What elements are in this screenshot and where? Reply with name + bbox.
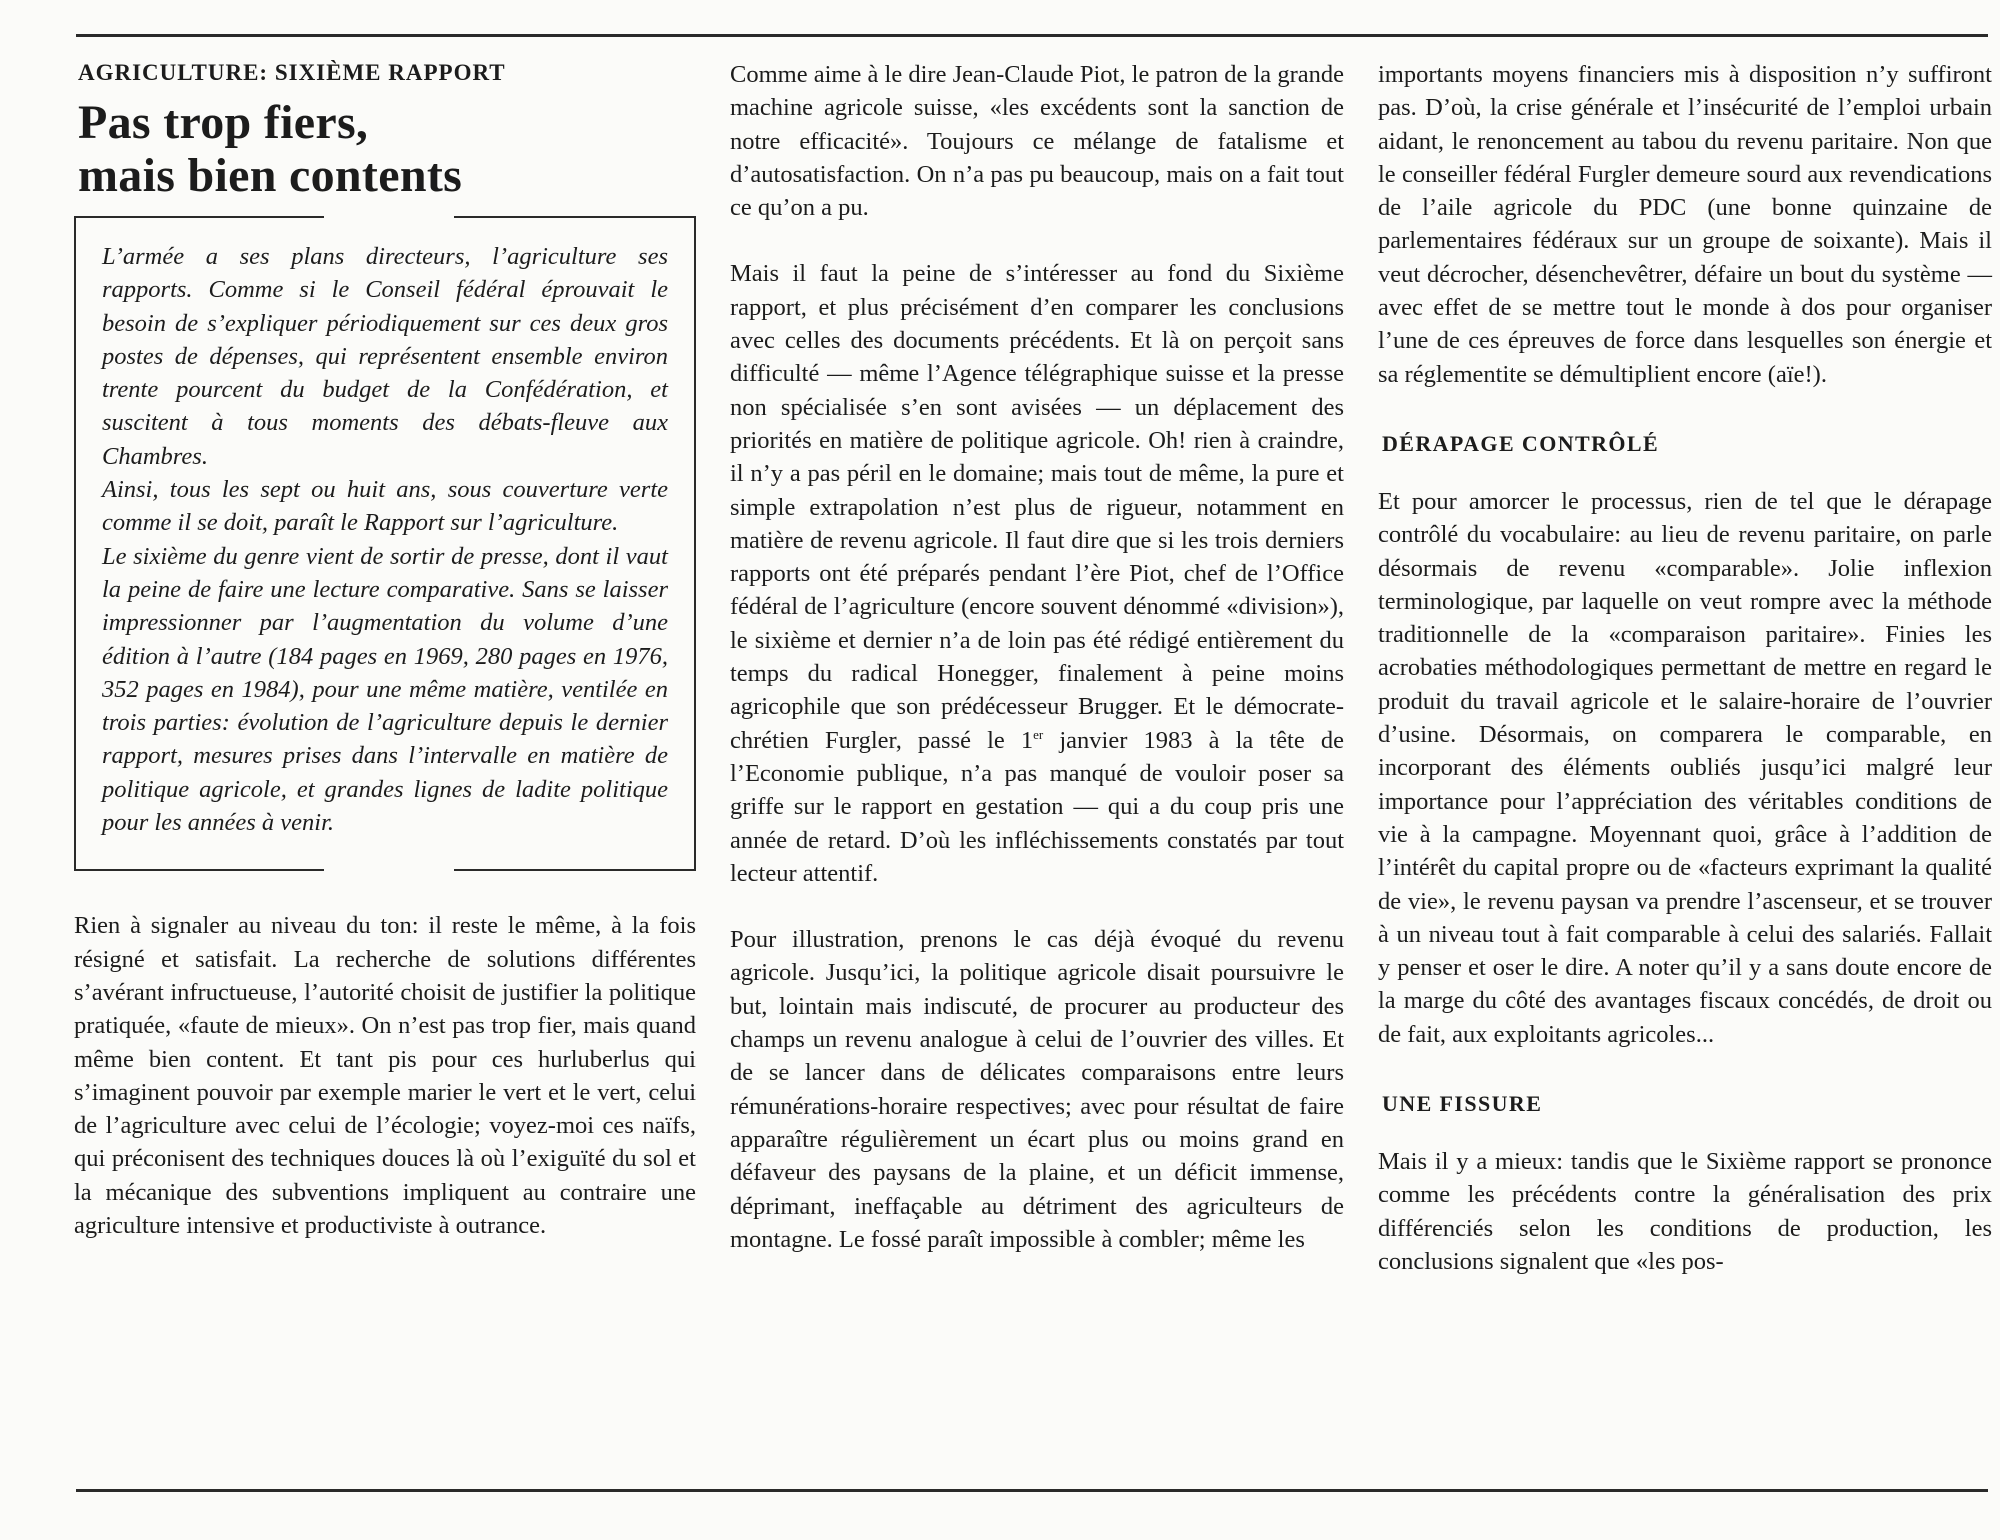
column-3 <box>1378 58 1992 1311</box>
bottom-rule <box>76 1489 1988 1492</box>
article-headline <box>78 96 696 202</box>
subheading: DÉRAPAGE CONTRÔLÉ <box>1382 430 1660 456</box>
chapeau-box <box>74 216 696 871</box>
headline-line-2: mais bien contents <box>78 149 463 202</box>
body-paragraph: Rien à signaler au niveau du ton: il reste le même, à la fois résigné et satisfait. La recherche de solutions différentes s’avérant infructueuse, l’autorité choisit de justifier la politique pratiquée, «faute de mieux». On n’est pas trop fier, mais quand même bien content. Et tant pis pour ces hurluberlus qui s’imaginent pouvoir par exemple marier le vert et le vert, celui de l’agriculture avec celui de l’écologie; voyez-moi ces naïfs, qui préconisent des techniques douces là où l’exiguïté du sol et la mécanique des subventions impliquent au contraire une agriculture intensive et productiviste à outrance. <box>74 912 696 1240</box>
body-paragraph: Comme aime à le dire Jean-Claude Piot, le patron de la grande machine agricole suisse, «les excédents sont la sanction de notre efficacité». Toujours ce mélange de fatalisme et d’autosatisfaction. On n’a pas pu beaucoup, mais on a fait tout ce qu’on a pu. <box>730 61 1344 222</box>
frame-gap-top <box>324 213 454 221</box>
top-rule <box>76 34 1988 37</box>
ordinal-suffix: er <box>1033 726 1044 742</box>
body-paragraph: Et pour amorcer le processus, rien de tel que le dérapage contrôlé du vocabulaire: au lieu de revenu paritaire, on parle désormais de revenu «comparable». Jolie inflexion terminologique, par laquelle on veut rompre avec la méthode traditionnelle de la «comparaison paritaire». Finies les acrobaties méthodologiques permettant de mettre en regard le produit du travail agricole et le salaire-horaire de l’ouvrier d’usine. Désormais, on comparera le comparable, en incorporant des éléments oubliés jusqu’ici malgré leur importance pour l’appréciation des véritables conditions de vie à la campagne. Moyennant quoi, grâce à l’addition de l’intérêt du capital propre ou de «facteurs exprimant la qualité de vie», le revenu paysan va prendre l’ascenseur, et se trouver à un niveau tout à fait comparable à celui des salariés. Fallait y penser et oser le dire. A noter qu’il y a sans doute encore de la marge du côté des avantages fiscaux concédés, de droit ou de fait, aux exploitants agricoles... <box>1378 487 1992 1048</box>
article-kicker: AGRICULTURE: SIXIÈME RAPPORT <box>78 60 506 85</box>
column-2 <box>730 58 1344 1289</box>
body-paragraph: Pour illustration, prenons le cas déjà évoqué du revenu agricole. Jusqu’ici, la politique agricole disait poursuivre le but, lointain mais indiscuté, de procurer au producteur des champs un revenu analogue à celui de l’ouvrier des villes. Et de se lancer dans de délicates comparaisons entre leurs rémunérations-horaire respectives; avec pour résultat de faire apparaître régulièrement un écart plus ou moins grand en défaveur des paysans de la plaine, et un déficit immense, déprimant, ineffaçable au détriment des agriculteurs de montagne. Le fossé paraît impossible à combler; même les <box>730 926 1344 1253</box>
body-paragraph <box>730 257 1344 890</box>
body-text-segment: Mais il faut la peine de s’intéresser au fond du Sixième rapport, et plus précisément d’en comparer les conclusions avec celles des documents précédents. Et là on perçoit sans difficulté — même l’Agence télégraphique suisse et la presse non spécialisée s’en sont avisées — un déplacement des priorités en matière de politique agricole. Oh! rien à craindre, il n’y a pas péril en le domaine; mais tout de même, la pure et simple extrapolation n’est plus de rigueur, notamment en matière de revenu agricole. Il faut dire que si les trois derniers rapports ont été préparés pendant l’ère Piot, chef de l’Office fédéral de l’agriculture (encore souvent dénommé «division»), le sixième et dernier n’a de loin pas été rédigé entièrement du temps du radical Honegger, finalement à peine moins agricophile que son prédécesseur Brugger. Et le démocrate-chrétien Furgler, passé le 1 <box>730 260 1344 754</box>
body-text-segment: janvier 1983 à la tête de l’Economie publique, n’a pas manqué de vouloir poser sa griffe sur le rapport en gestation — qui a du coup pris une année de retard. D’où les infléchissements constatés par tout lecteur attentif. <box>730 726 1344 887</box>
body-paragraph: Mais il y a mieux: tandis que le Sixième rapport se prononce comme les précédents contre la généralisation des prix différenciés selon les conditions de production, les conclusions signalent que «les pos- <box>1378 1148 1992 1275</box>
chapeau-paragraph: Le sixième du genre vient de sortir de presse, dont il vaut la peine de faire une lecture comparative. Sans se laisser impressionner par l’augmentation du volume d’une édition à l’autre (184 pages en 1969, 280 pages en 1976, 352 pages en 1984), pour une même matière, ventilée en trois parties: évolution de l’agriculture depuis le dernier rapport, mesures prises dans l’intervalle en matière de politique agricole, et grandes lignes de ladite politique pour les années à venir. <box>102 542 668 837</box>
headline-line-1: Pas trop fiers, <box>78 96 369 149</box>
chapeau-paragraph: L’armée a ses plans directeurs, l’agriculture ses rapports. Comme si le Conseil fédéral éprouvait le besoin de s’expliquer périodiquement sur ces deux gros postes de dépenses, qui représentent ensemble environ trente pourcent du budget de la Confédération, et suscitent à tous moments des débats-fleuve aux Chambres. <box>102 243 668 470</box>
frame-gap-bottom <box>324 866 454 874</box>
column-1 <box>74 58 696 1275</box>
subheading: UNE FISSURE <box>1382 1091 1543 1117</box>
body-paragraph: importants moyens financiers mis à disposition n’y suffiront pas. D’où, la crise générale et l’insécurité de l’emploi urbain aidant, le renoncement au tabou du revenu paritaire. Non que le conseiller fédéral Furgler demeure sourd aux revendications de l’aile agricole du PDC (une bonne quinzaine de parlementaires fédéraux sur un groupe de soixante). Mais il veut décrocher, désenchevêtrer, défaire un bout du système — avec effet de se mettre tout le monde à dos pour organiser l’une de ces épreuves de force dans lesquelles son énergie et sa réglementite se démultiplient encore (aïe!). <box>1378 61 1992 388</box>
chapeau-paragraph: Ainsi, tous les sept ou huit ans, sous couverture verte comme il se doit, paraît le Rapport sur l’agriculture. <box>102 476 668 537</box>
